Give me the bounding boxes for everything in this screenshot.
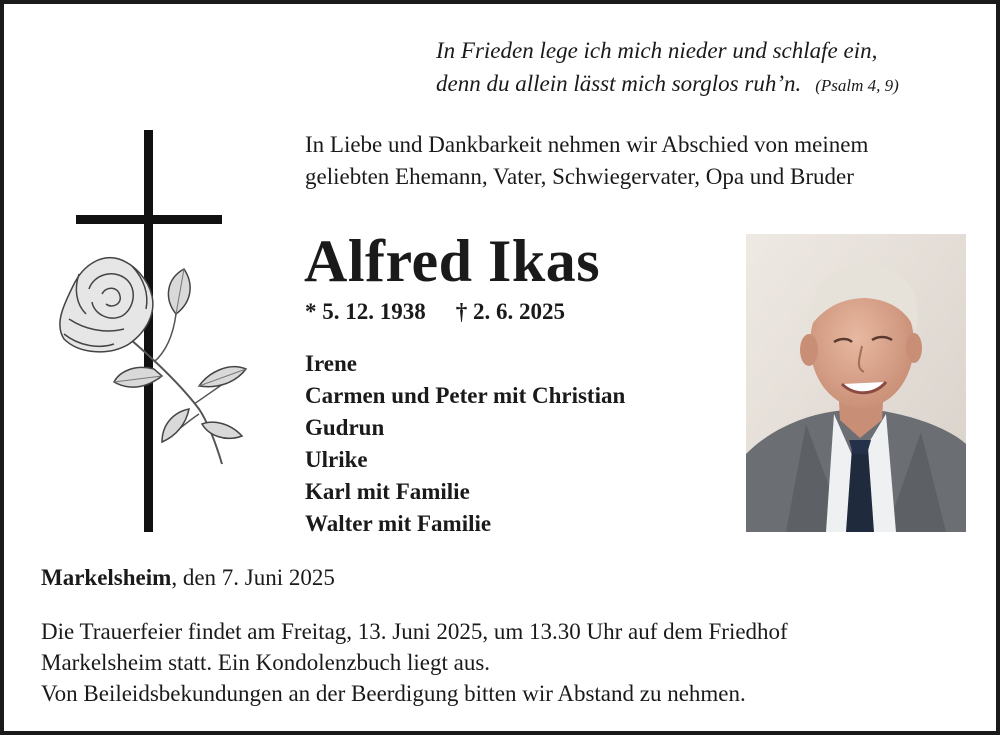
verse-reference: (Psalm 4, 9) xyxy=(815,76,899,95)
verse-line-2-text: denn du allein lässt mich sorglos ruh’n. xyxy=(436,71,802,96)
mourner-item: Carmen und Peter mit Christian xyxy=(305,383,626,408)
verse-line-1: In Frieden lege ich mich nieder und schlafe ein, xyxy=(436,38,878,63)
date-text: , den 7. Juni 2025 xyxy=(171,565,335,590)
mourner-item: Walter mit Familie xyxy=(305,511,492,536)
cross-with-rose xyxy=(34,124,264,539)
mourner-item: Irene xyxy=(305,351,357,376)
intro-line-1: In Liebe und Dankbarkeit nehmen wir Abschied von meinem xyxy=(305,132,869,157)
mourners-list xyxy=(305,348,625,540)
notice-line-1: Die Trauerfeier findet am Freitag, 13. Juni 2025, um 13.30 Uhr auf dem Friedhof xyxy=(41,619,788,644)
funeral-notice xyxy=(41,616,788,709)
place-and-date xyxy=(41,562,335,594)
intro-text xyxy=(305,129,868,193)
deceased-name: Alfred Ikas xyxy=(304,228,601,294)
life-dates xyxy=(305,296,565,328)
portrait-photo xyxy=(746,234,966,532)
mourner-item: Gudrun xyxy=(305,415,385,440)
intro-line-2: geliebten Ehemann, Vater, Schwiegervater, Opa und Bruder xyxy=(305,164,854,189)
death-date: † 2. 6. 2025 xyxy=(455,299,565,324)
notice-line-3: Von Beileidsbekundungen an der Beerdigung bitten wir Abstand zu nehmen. xyxy=(41,681,746,706)
psalm-verse xyxy=(436,34,899,102)
notice-line-2: Markelsheim statt. Ein Kondolenzbuch liegt aus. xyxy=(41,650,491,675)
birth-date: * 5. 12. 1938 xyxy=(305,299,426,324)
mourner-item: Ulrike xyxy=(305,447,368,472)
place-name: Markelsheim xyxy=(41,565,172,590)
verse-line-2 xyxy=(436,67,899,102)
mourner-item: Karl mit Familie xyxy=(305,479,470,504)
